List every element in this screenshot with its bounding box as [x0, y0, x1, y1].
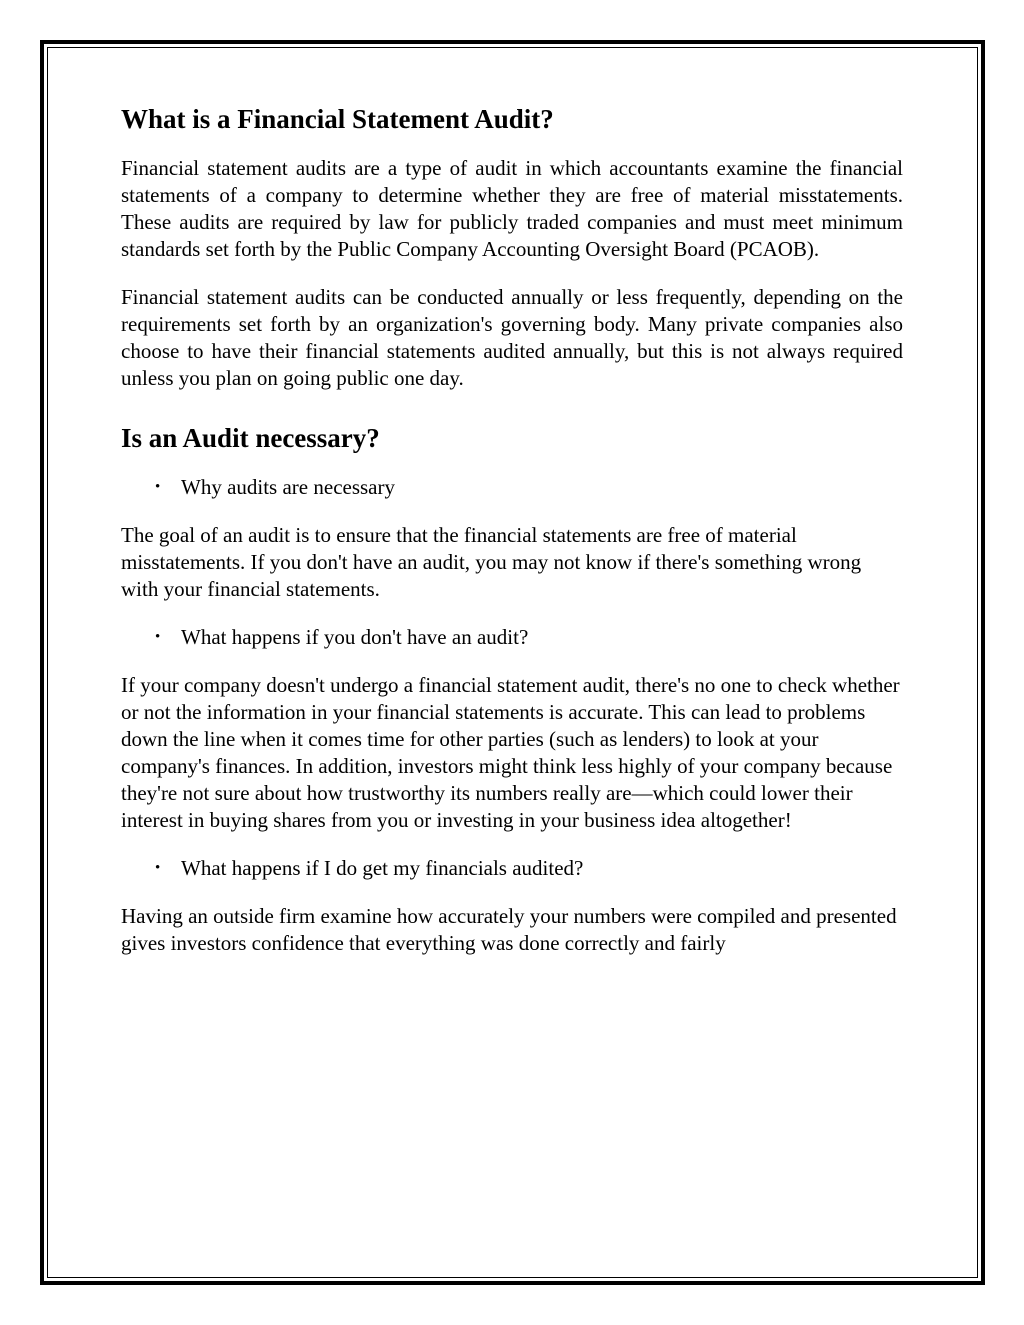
paragraph-audit-frequency: Financial statement audits can be conducted annually or less frequently, depending on the requirements set forth by an organization's governing body. Many private companies also choose to have their financial statements audited annually, but this is not always required unless you plan on going public one day.	[121, 285, 903, 390]
paragraph-audit-benefit: Having an outside firm examine how accurately your numbers were compiled and presented gives investors confidence that everything was done correctly and fairly	[121, 904, 897, 955]
paragraph-audit-goal: The goal of an audit is to ensure that the financial statements are free of material misstatements. If you don't have an audit, you may not know if there's something wrong with your financial statements.	[121, 523, 862, 601]
bullet-icon: •	[155, 479, 161, 495]
bullet-list-2	[121, 624, 903, 651]
bullet-list-1	[121, 474, 903, 501]
list-item-text: What happens if I do get my financials audited?	[181, 856, 584, 880]
heading-financial-statement-audit: What is a Financial Statement Audit?	[121, 104, 554, 134]
list-item	[155, 624, 903, 651]
bullet-icon: •	[155, 629, 161, 645]
list-item-text: What happens if you don't have an audit?	[181, 625, 529, 649]
list-item	[155, 855, 903, 882]
paragraph-no-audit: If your company doesn't undergo a financial statement audit, there's no one to check whether or not the information in your financial statements is accurate. This can lead to problems down the line when it comes time for other parties (such as lenders) to look at your company's finances. In addition, investors might think less highly of your company because they're not sure about how trustworthy its numbers really are—which could lower their interest in buying shares from you or investing in your business idea altogether!	[121, 673, 900, 832]
bullet-list-3	[121, 855, 903, 882]
list-item-text: Why audits are necessary	[181, 475, 395, 499]
list-item	[155, 474, 903, 501]
bullet-icon: •	[155, 860, 161, 876]
document-content	[121, 103, 903, 978]
paragraph-audit-definition: Financial statement audits are a type of audit in which accountants examine the financial statements of a company to determine whether they are free of material misstatements. These audits are required by law for publicly traded companies and must meet minimum standards set forth by the Public Company Accounting Oversight Board (PCAOB).	[121, 156, 903, 261]
heading-audit-necessary: Is an Audit necessary?	[121, 423, 380, 453]
